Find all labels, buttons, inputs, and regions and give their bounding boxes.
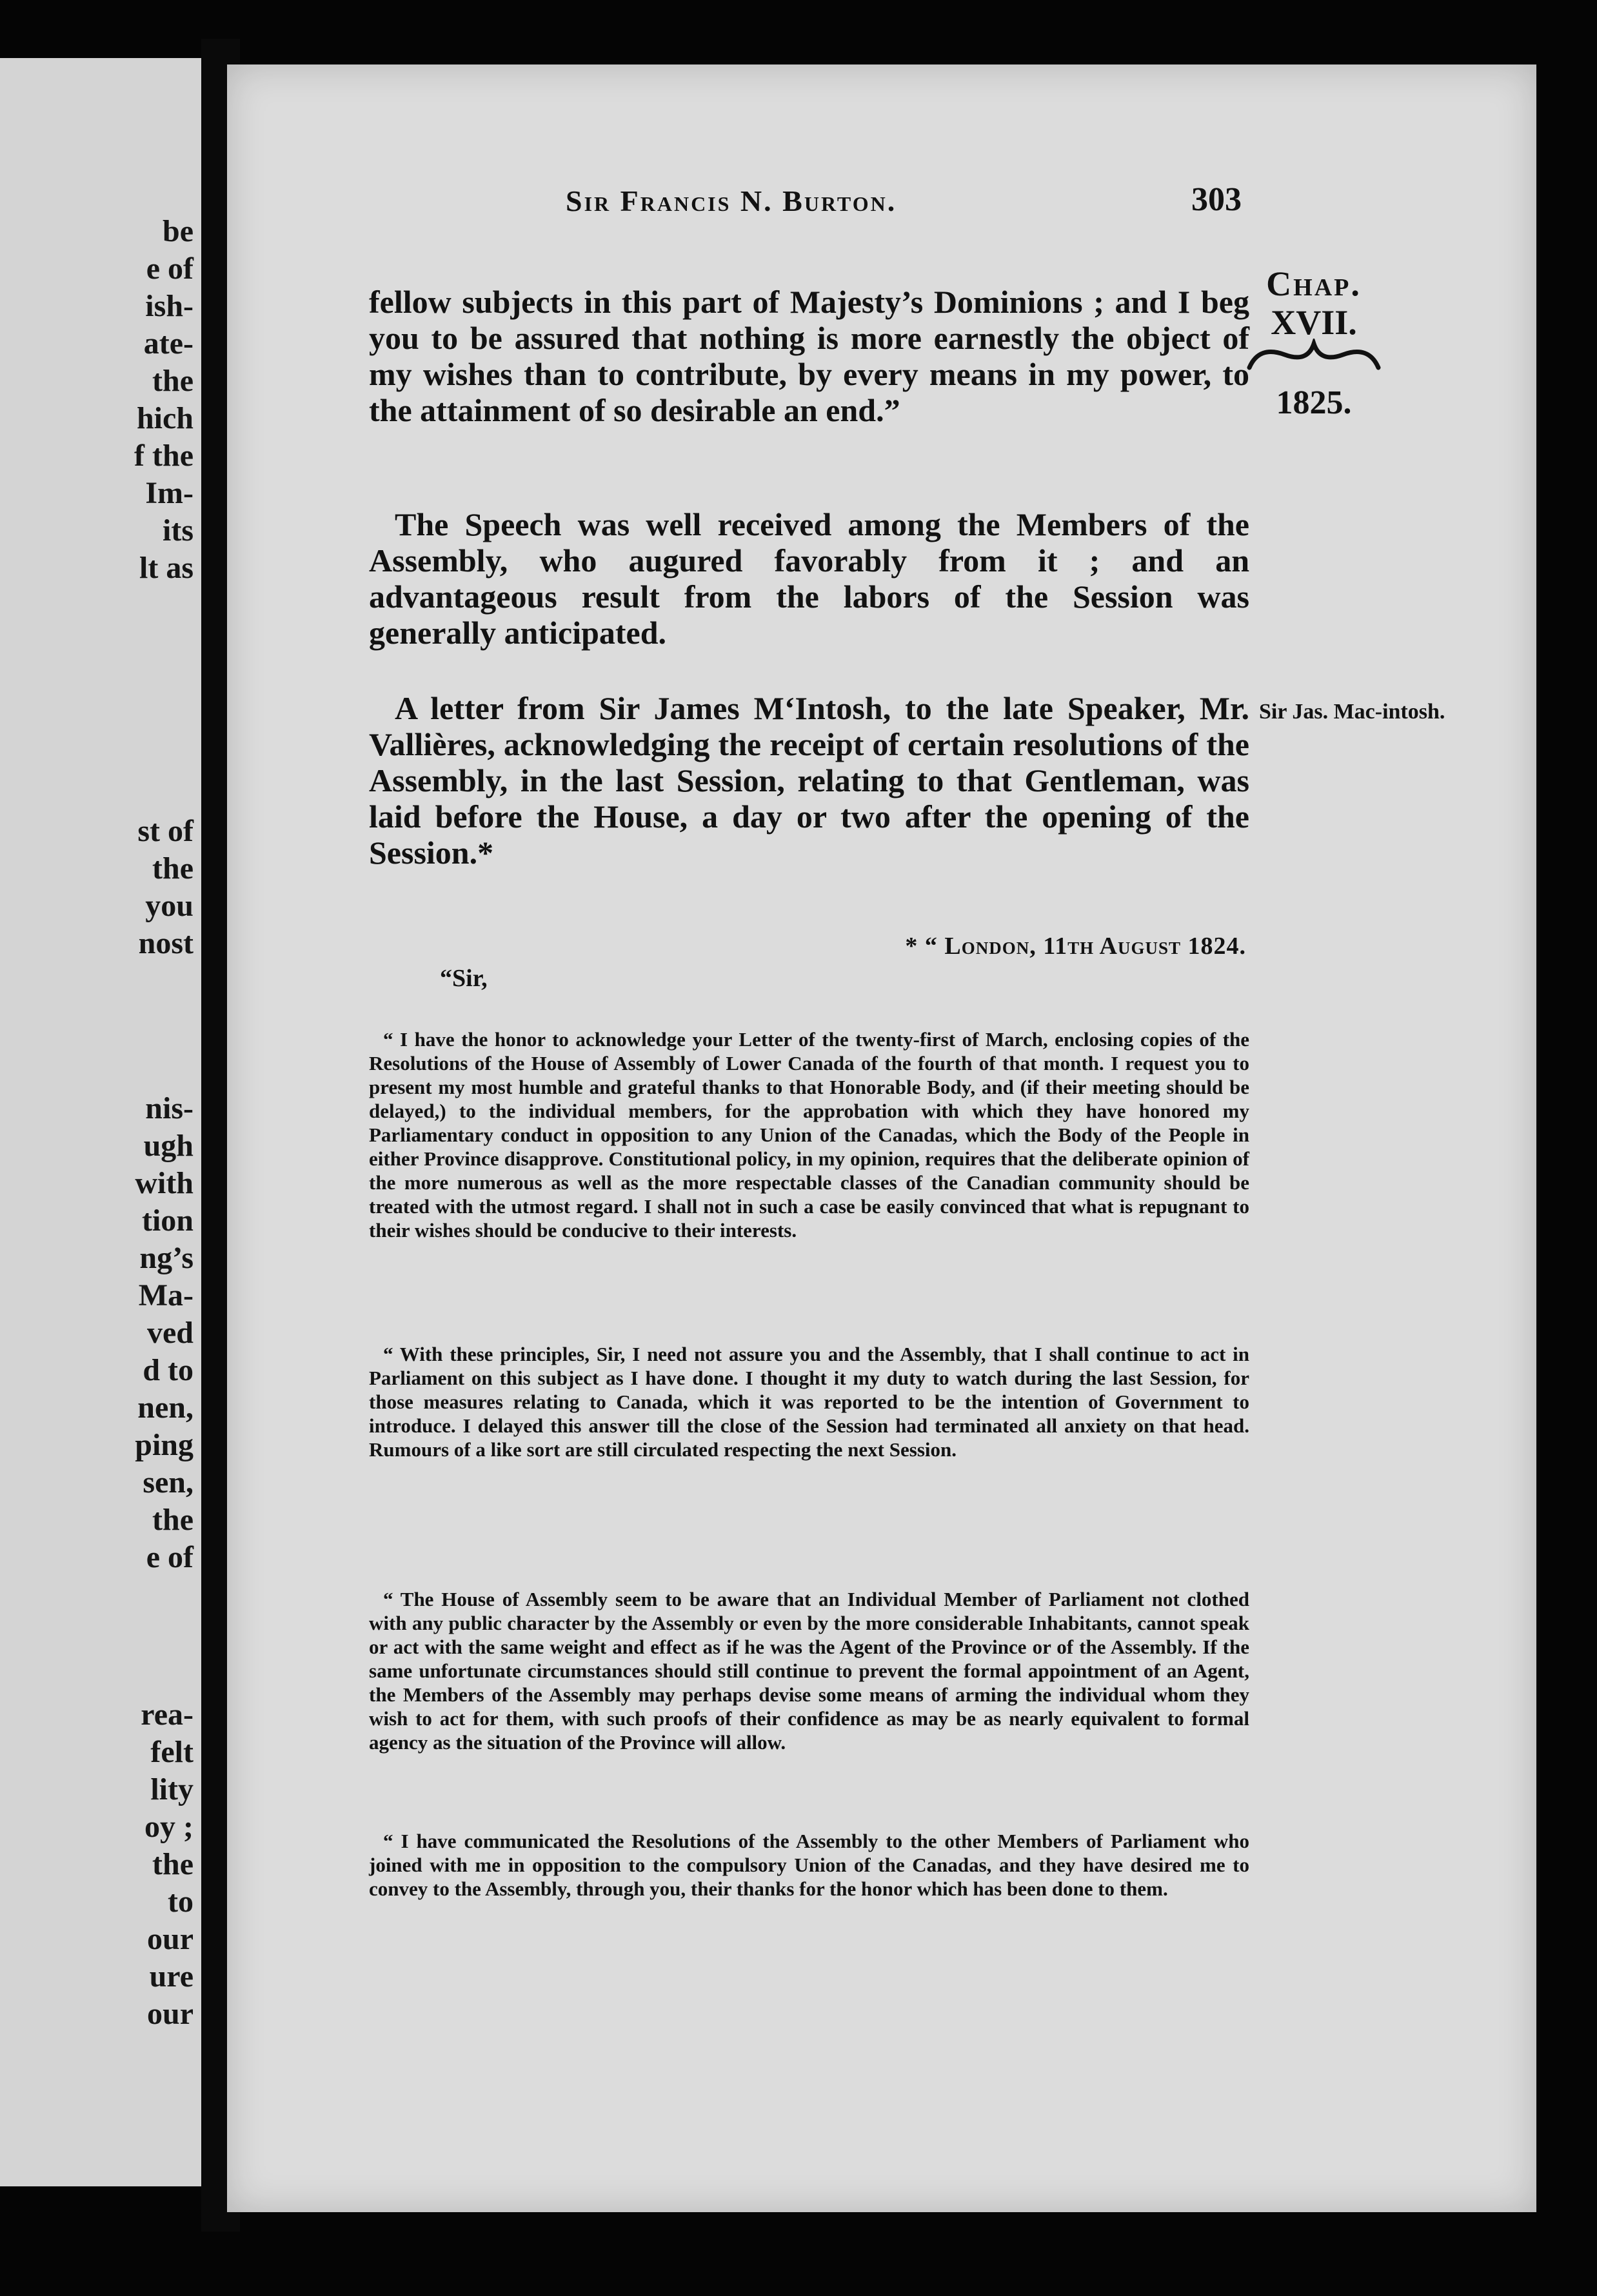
margin-side-note: Sir Jas. Mac-intosh.: [1259, 700, 1445, 724]
footnote-paragraph: “ I have the honor to acknowledge your Letter of the twenty-first of March, enclosing copies of the Resolutions of the House of Assembly of Lower Canada of the fourth of that month. I request you to present my most humble and grateful thanks to that Honorable Body, and (if their meeting should be delayed,) to the individual members, for the approbation with which they have honored my Parliamentary conduct in opposition to any Union of the Canadas, which the Body of the People in either Province disapprove. Constitutional policy, in my opinion, requires that the deliberate opinion of the more numerous as well as the more respectable classes of the Canadian community should be treated with the utmost regard. I shall not in such a case be easily convinced that what is repugnant to their wishes should be conducive to their interests.: [369, 1028, 1249, 1242]
brace-ornament: [1246, 339, 1382, 377]
facing-page-fragment: with: [135, 1166, 193, 1200]
facing-page-fragment: hich: [136, 401, 193, 435]
facing-page-fragment: oy ;: [144, 1810, 193, 1844]
page-number: 303: [1191, 181, 1242, 218]
facing-page-fragment: st of: [137, 814, 193, 848]
chapter-number: XVII.: [1271, 303, 1357, 342]
facing-page-fragment: ish-: [145, 289, 193, 323]
facing-page-fragment: ure: [149, 1959, 193, 1994]
facing-page-fragment: tion: [141, 1203, 193, 1238]
facing-page-fragment: nis-: [145, 1091, 193, 1125]
facing-page-fragment: nost: [138, 926, 193, 960]
facing-page-fragment: Im-: [145, 476, 193, 510]
body-paragraph: fellow subjects in this part of Majesty’s Dominions ; and I beg you to be assured that nothing is more earnestly the object of my wishes than to contribute, by every means in my power, to the attainment of so desirable an end.”: [369, 284, 1249, 428]
facing-page-fragment: the: [152, 1503, 193, 1537]
footnote-paragraph: “ With these principles, Sir, I need not assure you and the Assembly, that I shall continue to act in Parliament on this subject as I have done. I thought it my duty to watch during the last Session, for those measures relating to Canada, which it was reported to be the intention of Government to introduce. I delayed this answer till the close of the Session had terminated all anxiety on that head. Rumours of a like sort are still circulated respecting the next Session.: [369, 1343, 1249, 1461]
facing-page-fragment: f the: [134, 439, 193, 473]
facing-page-fragment: be: [163, 214, 193, 248]
footnote-paragraph: “ The House of Assembly seem to be aware that an Individual Member of Parliament not clothed with any public character by the Assembly or even by the more considerable Inhabitants, cannot speak or act with the same weight and effect as if he was the Agent of the Province or of the Assembly. If the same unfortunate circumstances should still continue to prevent the formal appointment of an Agent, the Members of the Assembly may perhaps devise some means of arming the individual whom they wish to act for them, with such proofs of their confidence as may be as nearly equivalent to formal agency as the situation of the Province will allow.: [369, 1588, 1249, 1754]
facing-page-fragment: ved: [147, 1316, 193, 1350]
facing-page-fragment: d to: [143, 1353, 193, 1387]
facing-page-fragment: ate-: [143, 326, 193, 361]
facing-page-fragment: sen,: [143, 1465, 193, 1499]
facing-page: [0, 58, 201, 2186]
chapter-marker: [1243, 264, 1385, 342]
facing-page-fragment: our: [147, 1997, 193, 2031]
facing-page-fragment: the: [152, 1847, 193, 1881]
facing-page-fragment: felt: [150, 1735, 193, 1769]
running-head: Sir Francis N. Burton.: [566, 184, 897, 217]
facing-page-fragment: its: [163, 513, 193, 548]
margin-year: 1825.: [1276, 384, 1352, 421]
facing-page-fragment: to: [168, 1885, 193, 1919]
facing-page-fragment: ng’s: [139, 1241, 193, 1275]
facing-page-fragment: nen,: [137, 1390, 193, 1425]
chapter-label: Chap.: [1266, 264, 1362, 303]
facing-page-fragment: ping: [135, 1428, 193, 1462]
footnote-salutation: “Sir,: [440, 965, 488, 992]
facing-page-fragment: the: [152, 851, 193, 886]
footnote-paragraph: “ I have communicated the Resolutions of the Assembly to the other Members of Parliament who joined with me in opposition to the compulsory Union of the Canadas, and they have desired me to convey to the Assembly, through you, their thanks for the honor which has been done to them.: [369, 1830, 1249, 1900]
facing-page-fragment: Ma-: [138, 1278, 193, 1312]
facing-page-fragment: you: [145, 889, 193, 923]
page: [227, 64, 1536, 2212]
facing-page-fragment: e of: [146, 252, 193, 286]
facing-page-fragment: the: [152, 364, 193, 398]
facing-page-fragment: our: [147, 1922, 193, 1956]
facing-page-fragment: lt as: [139, 551, 193, 585]
facing-page-fragment: lity: [150, 1772, 193, 1806]
body-paragraph: The Speech was well received among the Members of the Assembly, who augured favorably from it ; and an advantageous result from the labors of the Session was generally anticipated.: [369, 506, 1249, 651]
facing-page-fragment: ugh: [143, 1129, 193, 1163]
facing-page-fragment: rea-: [141, 1697, 193, 1732]
footnote-dateline: * “ London, 11th August 1824.: [905, 933, 1246, 960]
facing-page-fragment: e of: [146, 1540, 193, 1574]
body-paragraph: A letter from Sir James M‘Intosh, to the late Speaker, Mr. Vallières, acknowledging the receipt of certain resolutions of the Assembly, in the last Session, relating to that Gentleman, was laid before the House, a day or two after the opening of the Session.*: [369, 690, 1249, 871]
